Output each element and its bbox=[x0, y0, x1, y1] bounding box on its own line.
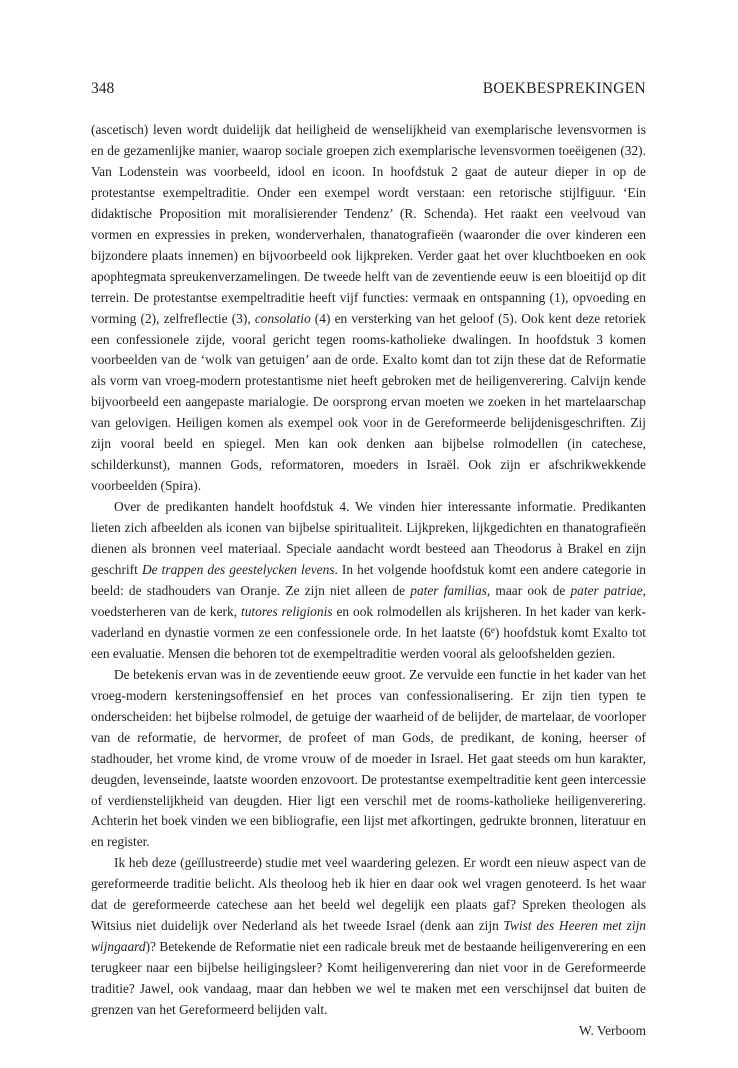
reviewer-signature: W. Verboom bbox=[579, 1022, 646, 1038]
page-number: 348 bbox=[91, 80, 115, 97]
paragraph bbox=[91, 853, 646, 1021]
text-run: pater patriae bbox=[570, 582, 643, 598]
text-run: , maar ook de bbox=[486, 582, 571, 598]
running-head bbox=[91, 78, 646, 100]
text-run: tutores religionis bbox=[241, 603, 333, 619]
text-run: . In het volgende hoofdstuk komt een andere categorie in beeld: de stadhouders van Oranje. Ze zijn niet alleen de bbox=[91, 562, 646, 598]
text-run: De betekenis ervan was in de zeventiende eeuw groot. Ze vervulde een functie in het kader van het vroeg-modern kersteningsoffensief en het proces van confessionalisering. Er zijn tien typen te onderscheiden: het bijbelse rolmodel, de getuige der waarheid of de belijder, de martelaar, de voorloper van de reformatie, de hervormer, de profeet of man Gods, de predikant, de koning, heerser of stadhouder, het vrome kind, de vrome vrouw of de moeder in Israel. Het gaat steeds om hun karakter, deugden, levenseinde, laatste woorden enzovoort. De protestantse exempeltraditie kent geen intercessie of verdienstelijkheid van deugden. Hier ligt een verschil met de rooms-katholieke heiligenverering. Achterin het boek vinden we een bibliografie, een lijst met afkortingen, gedrukte bronnen, literatuur en en register. bbox=[91, 666, 646, 850]
text-run: (ascetisch) leven wordt duidelijk dat heiligheid de wenselijkheid van exemplarische levensvormen is en de gezamenlijke manier, waarop sociale groepen zich exemplarische levensvormen toeëigenen (32). Van Lodenstein was voorbeeld, idool en icoon. In hoofdstuk 2 gaat de auteur dieper in op de protestantse exempeltraditie. Onder een exempel wordt verstaan: een retorische stijlfiguur. ‘Ein didaktische Proposition mit moralisierender Tendenz’ (R. Schenda). Het raakt een veelvoud van vormen en expressies in preken, wonderverhalen, thanatografieën (waaronder die over kinderen een bijzondere plaats innemen) en bijvoorbeeld ook lijkpreken. Verder gaat het over kluchtboeken en ook apophtegmata spreukenverzamelingen. De tweede helft van de zeventiende eeuw is een bloeitijd op dit terrein. De protestantse exempeltraditie heeft vijf functies: vermaak en ontspanning (1), opvoeding en vorming (2), zelfreflectie (3), bbox=[91, 122, 646, 326]
text-run: )? Betekende de Reformatie niet een radicale breuk met de bestaande heiligenverering en een terugkeer naar een bijbelse heiligingsleer? Komt heiligenverering dan niet voor in de Gereformeerde traditie? Jawel, ook vandaag, maar dan hebben we wel te maken met een verschijnsel dat buiten de grenzen van het Gereformeerd belijden valt. bbox=[91, 939, 646, 1018]
text-run: en ook rolmodellen als krijsheren. In het kader van kerk-vaderland en dynastie vormen ze een confessionele orde. In het laatste (6 bbox=[91, 603, 646, 640]
section-title: BOEKBESPREKINGEN bbox=[482, 80, 646, 97]
text-run: pater familias bbox=[410, 582, 487, 598]
paragraph bbox=[91, 120, 646, 497]
text-run: ) hoofdstuk komt Exalto tot een evaluatie. Mensen die behoren tot de exempeltraditie werden vooral als geloofshelden gezien. bbox=[91, 624, 647, 661]
text-run: Over de predikanten handelt hoofdstuk 4. We vinden hier interessante informatie. Predikanten lieten zich afbeelden als iconen van bijbelse spiritualiteit. Lijkpreken, lijkgedichten en thanatografieën dienen als bronnen veel materiaal. Speciale aandacht wordt besteed aan Theodorus à Brakel en zijn geschrift bbox=[91, 499, 646, 578]
paragraph bbox=[91, 665, 646, 854]
text-run: consolatio bbox=[254, 310, 311, 326]
review-text bbox=[91, 120, 646, 1042]
text-run: Twist des Heeren met zijn wijngaard bbox=[91, 918, 646, 955]
paragraph bbox=[91, 497, 646, 665]
text-run: , voedsterheren van de kerk, bbox=[91, 582, 646, 619]
text-run: (4) en versterking van het geloof (5). Ook kent deze retoriek een confessionele zijde, vooral gericht tegen rooms-katholieke dwalingen. In hoofdstuk 3 komen voorbeelden van de ‘wolk van getuigen’ aan de orde. Exalto komt dan tot zijn these dat de Reformatie als vorm van vroeg-modern protestantisme niet heeft gebroken met de heiligenverering. Calvijn kende bijvoorbeeld een aangepaste marialogie. De oorsprong ervan moeten we zoeken in het martelaarschap van gelovigen. Heiligen komen als exempel ook voor in de Gereformeerde belijdenisgeschriften. Zij zijn vooral beeld en spiegel. Men kan ook denken aan bijbelse rolmodellen (in catechese, schilderkunst), mannen Gods, reformatoren, moeders in Israël. Ook zijn er afschrikwekkende voorbeelden (Spira). bbox=[91, 310, 646, 494]
text-run: De trappen des geestelycken levens bbox=[141, 562, 335, 578]
text-run: Ik heb deze (geïllustreerde) studie met veel waardering gelezen. Er wordt een nieuw aspect van de gereformeerde traditie belicht. Als theoloog heb ik hier en daar ook wel vragen genoteerd. Is het waar dat de gereformeerde catechese aan het beeld wel degelijk een plaats gaf? Spreken theologen als Witsius niet duidelijk over Nederland als het tweede Israel (denk aan zijn bbox=[91, 855, 646, 934]
text-run: e bbox=[490, 624, 495, 635]
